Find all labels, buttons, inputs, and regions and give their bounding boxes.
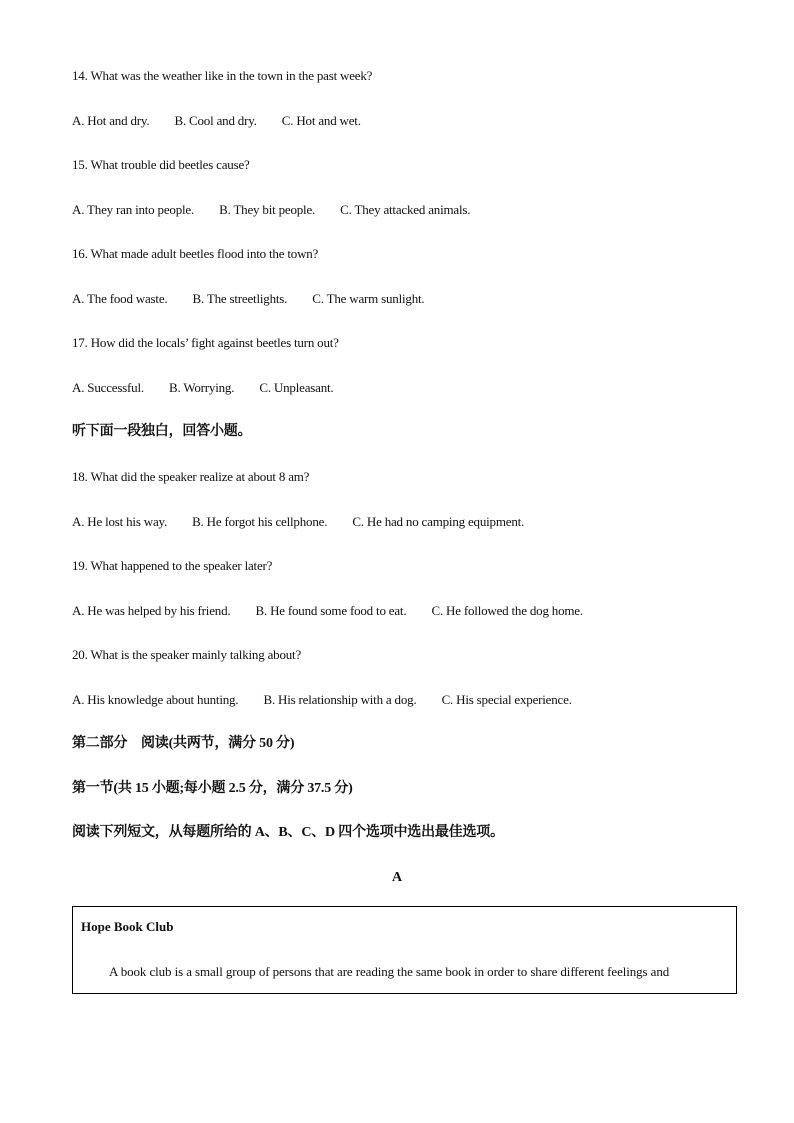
passage-text: A book club is a small group of persons that are reading the same book in order to share different feelings and [109,964,670,979]
reading-instruction: 阅读下列短文，从每题所给的 A、B、C、D 四个选项中选出最佳选项。 [72,825,504,840]
question-18-options [72,513,524,531]
question-19-stem: 19. What happened to the speaker later? [72,558,273,573]
option-a: A. Successful. [72,380,144,395]
option-c: C. He followed the dog home. [431,603,583,618]
passage-box [72,906,737,994]
option-b: B. Worrying. [169,380,235,395]
question-16-options [72,290,424,308]
section-one-heading: 第一节(共 15 小题;每小题 2.5 分，满分 37.5 分) [72,781,353,796]
question-16-stem: 16. What made adult beetles flood into the town? [72,246,319,261]
option-b: B. His relationship with a dog. [263,692,417,707]
option-c: C. Unpleasant. [259,380,334,395]
part-two-heading: 第二部分 阅读(共两节，满分 50 分) [72,736,295,751]
question-15-options [72,201,470,219]
question-17-options [72,379,333,397]
option-b: B. He forgot his cellphone. [192,514,328,529]
passage-label: A [392,870,402,885]
option-a: A. He was helped by his friend. [72,603,231,618]
question-18-stem: 18. What did the speaker realize at about 8 am? [72,469,310,484]
option-c: C. The warm sunlight. [312,291,425,306]
question-20-options [72,691,572,709]
option-a: A. His knowledge about hunting. [72,692,239,707]
option-c: C. Hot and wet. [281,113,361,128]
option-c: C. He had no camping equipment. [352,514,525,529]
passage-title: Hope Book Club [81,919,174,934]
question-20-stem: 20. What is the speaker mainly talking about? [72,647,302,662]
monologue-instruction: 听下面一段独白，回答小题。 [72,424,252,439]
option-a: A. Hot and dry. [72,113,150,128]
option-a: A. He lost his way. [72,514,168,529]
option-b: B. Cool and dry. [174,113,257,128]
question-14-options [72,112,361,130]
question-17-stem: 17. How did the locals’ fight against beetles turn out? [72,335,339,350]
question-15-stem: 15. What trouble did beetles cause? [72,157,250,172]
option-c: C. His special experience. [441,692,572,707]
option-b: B. He found some food to eat. [255,603,407,618]
question-14-stem: 14. What was the weather like in the town in the past week? [72,68,373,83]
option-b: B. They bit people. [219,202,316,217]
option-b: B. The streetlights. [192,291,288,306]
option-c: C. They attacked animals. [340,202,471,217]
option-a: A. The food waste. [72,291,168,306]
option-a: A. They ran into people. [72,202,195,217]
question-19-options [72,602,583,620]
